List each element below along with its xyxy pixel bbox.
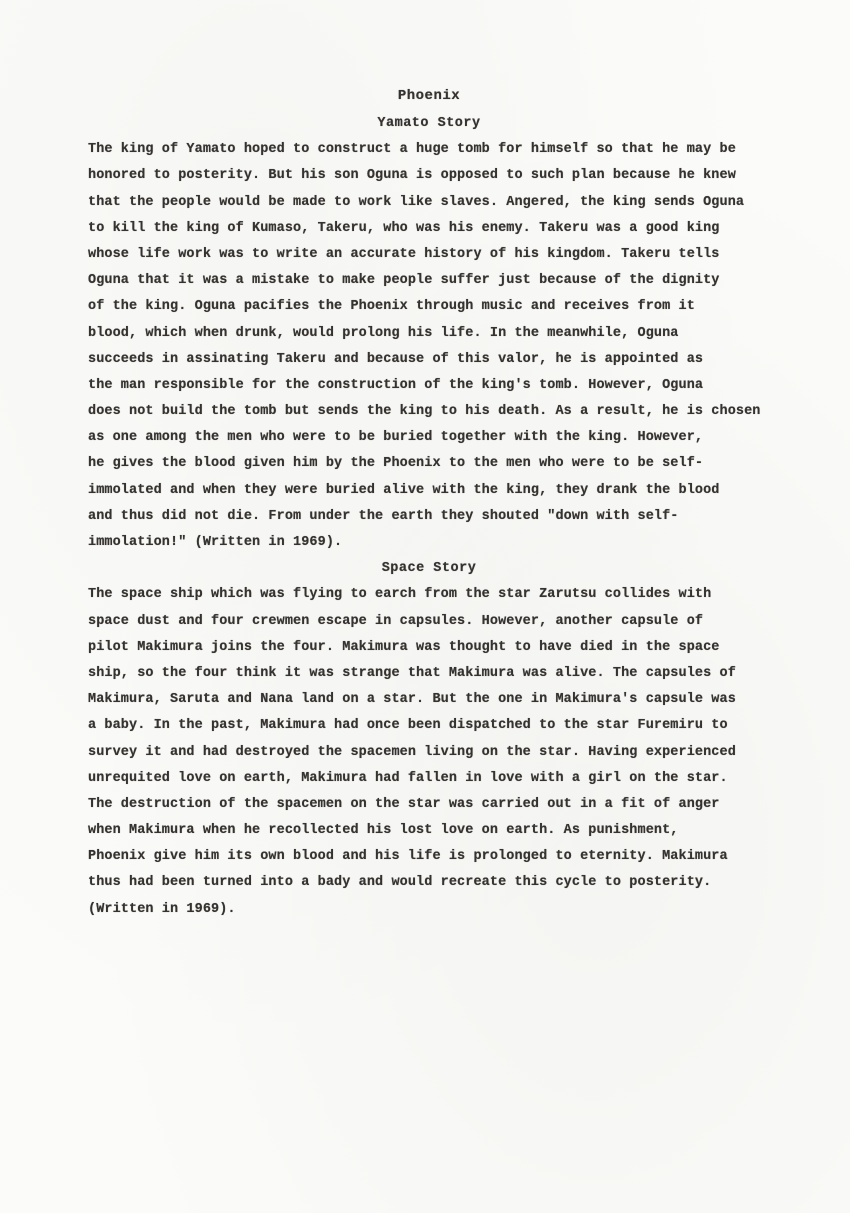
text-line: space dust and four crewmen escape in capsules. However, another capsule of (88, 613, 704, 629)
text-line: unrequited love on earth, Makimura had fallen in love with a girl on the star. (88, 770, 728, 786)
text-line: to kill the king of Kumaso, Takeru, who was his enemy. Takeru was a good king (88, 220, 720, 236)
section-heading: Yamato Story (377, 116, 481, 131)
text-line: when Makimura when he recollected his lost love on earth. As punishment, (88, 823, 679, 839)
text-line: that the people would be made to work like slaves. Angered, the king sends Oguna (88, 194, 745, 210)
text-line: he gives the blood given him by the Phoenix to the men who were to be self- (88, 456, 704, 472)
text-line: as one among the men who were to be buried together with the king. However, (88, 430, 704, 446)
text-line: honored to posterity. But his son Oguna is opposed to such plan because he knew (88, 168, 736, 184)
document-body (88, 111, 770, 923)
text-line: does not build the tomb but sends the king to his death. As a result, he is chosen (88, 404, 761, 420)
section-heading: Space Story (381, 561, 477, 577)
text-line: whose life work was to write an accurate history of his kingdom. Takeru tells (88, 246, 720, 262)
text-line: pilot Makimura joins the four. Makimura was thought to have died in the space (88, 639, 720, 655)
text-line: immolation!" (Written in 1969). (88, 535, 343, 550)
text-line: Oguna that it was a mistake to make people suffer just because of the dignity (88, 273, 720, 289)
text-line: The king of Yamato hoped to construct a huge tomb for himself so that he may be (88, 142, 736, 158)
text-line: Makimura, Saruta and Nana land on a star. But the one in Makimura's capsule was (88, 692, 736, 708)
text-line: of the king. Oguna pacifies the Phoenix through music and receives from it (88, 299, 695, 315)
text-line: ship, so the four think it was strange that Makimura was alive. The capsules of (88, 665, 736, 681)
text-line: The space ship which was flying to earch from the star Zarutsu collides with (88, 587, 712, 603)
text-line: succeeds in assinating Takeru and because of this valor, he is appointed as (88, 351, 704, 367)
text-line: (Written in 1969). (88, 901, 236, 917)
text-line: thus had been turned into a bady and would recreate this cycle to posterity. (88, 875, 712, 891)
page-title: Phoenix (397, 88, 461, 104)
text-line: The destruction of the spacemen on the star was carried out in a fit of anger (88, 796, 720, 812)
section-yamato-story (88, 111, 770, 556)
text-line: Phoenix give him its own blood and his life is prolonged to eternity. Makimura (88, 849, 728, 865)
text-line: the man responsible for the construction of the king's tomb. However, Oguna (88, 377, 704, 393)
section-space-story (88, 556, 770, 923)
text-line: and thus did not die. From under the earth they shouted "down with self- (88, 508, 679, 524)
text-line: survey it and had destroyed the spacemen living on the star. Having experienced (88, 744, 736, 760)
text-line: a baby. In the past, Makimura had once been dispatched to the star Furemiru to (88, 718, 728, 734)
text-line: immolated and when they were buried alive with the king, they drank the blood (88, 482, 720, 498)
text-line: blood, which when drunk, would prolong his life. In the meanwhile, Oguna (88, 325, 679, 341)
